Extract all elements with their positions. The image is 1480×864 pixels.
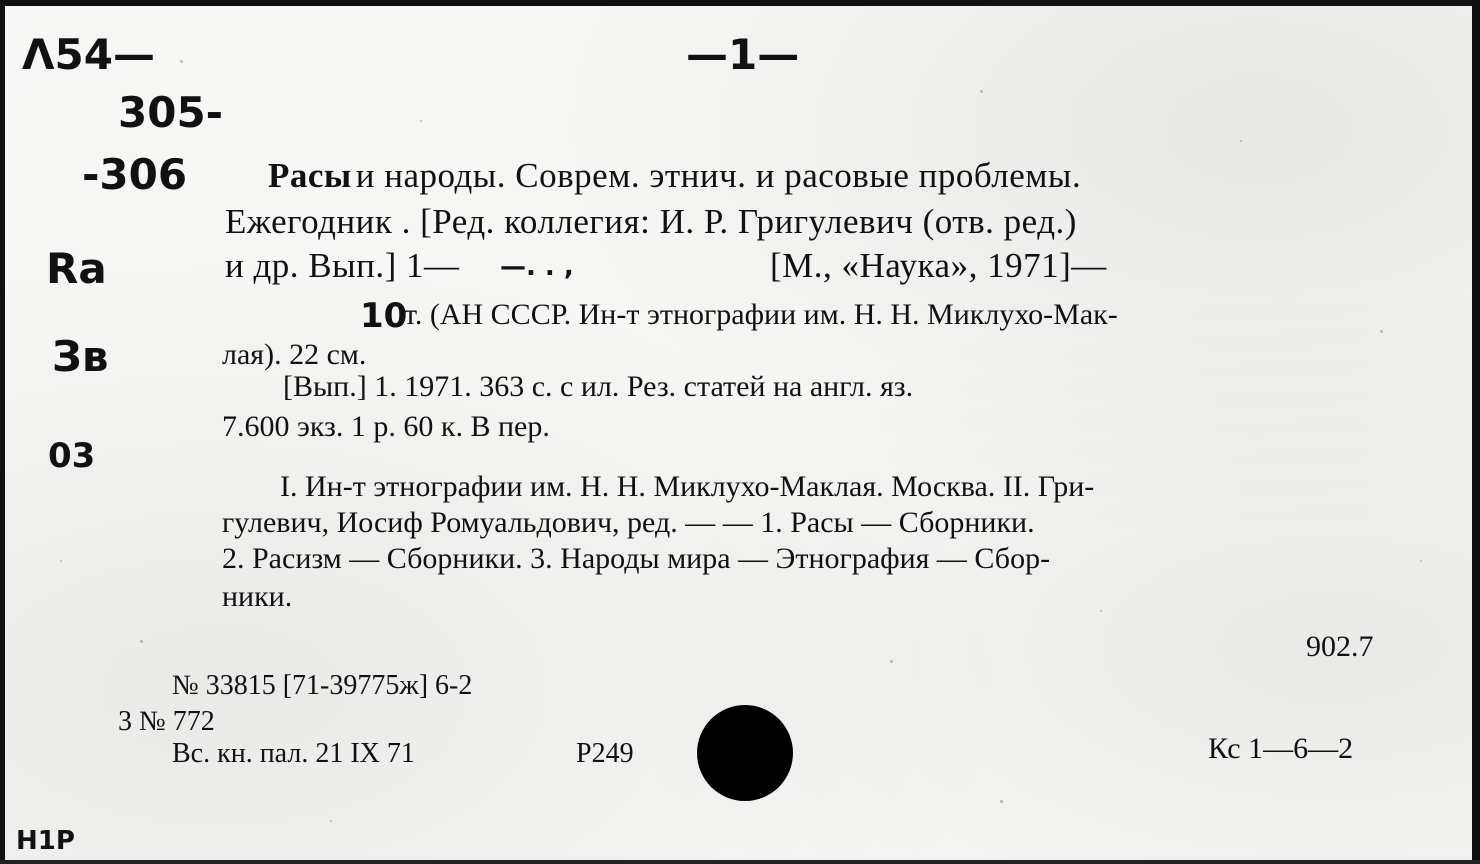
- handwritten-page-mark: —1—: [686, 30, 800, 79]
- entry-line-3a: и др. Вып.] 1—: [225, 246, 460, 285]
- footer-number-line: № 33815 [71-39775ж] 6-2: [172, 670, 473, 701]
- speck: [1240, 140, 1242, 142]
- handwritten-dash-mark: —. . ,: [500, 252, 574, 282]
- footer-print-code: Р249: [576, 738, 634, 769]
- ink-blot: [697, 705, 793, 801]
- entry-line-6: [Вып.] 1. 1971. 363 с. с ил. Рез. статей на англ. яз.: [283, 370, 914, 403]
- speck: [330, 820, 332, 822]
- subjects-line-3: 2. Расизм — Сборники. 3. Народы мира — Этнография — Сбор-: [222, 542, 1051, 575]
- speck: [180, 60, 183, 63]
- footer-order-line: 3 № 772: [118, 706, 215, 737]
- classification-code: 902.7: [1306, 630, 1374, 663]
- speck: [60, 560, 62, 562]
- card-edge-right: [1472, 0, 1480, 864]
- handwritten-note-03: 03: [48, 436, 96, 476]
- entry-line-3b: [М., «Наука», 1971]—: [770, 246, 1107, 285]
- subjects-line-1: I. Ин-т этнографии им. Н. Н. Миклухо-Маклая. Москва. II. Гри-: [280, 470, 1095, 503]
- entry-line-7: 7.600 экз. 1 р. 60 к. В пер.: [222, 410, 550, 443]
- entry-title-line: [268, 156, 1081, 196]
- speck: [420, 120, 422, 122]
- handwritten-shelf-code-1: Λ54—: [22, 30, 155, 79]
- speck: [1100, 610, 1102, 612]
- speck: [980, 90, 983, 93]
- handwritten-volume-mark: 10: [360, 296, 408, 336]
- entry-line-5: лая). 22 см.: [222, 338, 367, 371]
- speck: [1000, 800, 1003, 803]
- entry-title-rest: и народы. Соврем. этнич. и расовые проблемы.: [355, 156, 1082, 195]
- card-edge-top: [0, 0, 1480, 6]
- subjects-line-2: гулевич, Иосиф Ромуальдович, ред. — — 1. Расы — Сборники.: [222, 506, 1035, 539]
- entry-line-2: Ежегодник . [Ред. коллегия: И. Р. Григулевич (отв. ред.): [225, 202, 1077, 241]
- handwritten-shelf-code-3: -306: [82, 150, 188, 199]
- card-edge-left: [0, 0, 5, 864]
- footer-card-code: Кс 1—6—2: [1208, 732, 1354, 765]
- speck: [140, 640, 143, 643]
- handwritten-shelf-code-2: 305-: [118, 88, 224, 137]
- speck: [890, 660, 893, 663]
- subjects-line-4: ники.: [222, 580, 293, 613]
- footer-chamber-line: Вс. кн. пал. 21 IX 71: [172, 738, 415, 769]
- entry-line-4: т. (АН СССР. Ин-т этнографии им. Н. Н. Миклухо-Мак-: [404, 298, 1118, 331]
- speck: [1380, 330, 1383, 333]
- entry-title-word: Расы: [268, 156, 352, 195]
- card-edge-bottom: [0, 860, 1480, 864]
- handwritten-note-ra: Ra: [46, 244, 107, 293]
- handwritten-note-bottom: H1P: [16, 826, 75, 856]
- speck: [1420, 560, 1422, 562]
- handwritten-note-zv: Зв: [52, 332, 109, 381]
